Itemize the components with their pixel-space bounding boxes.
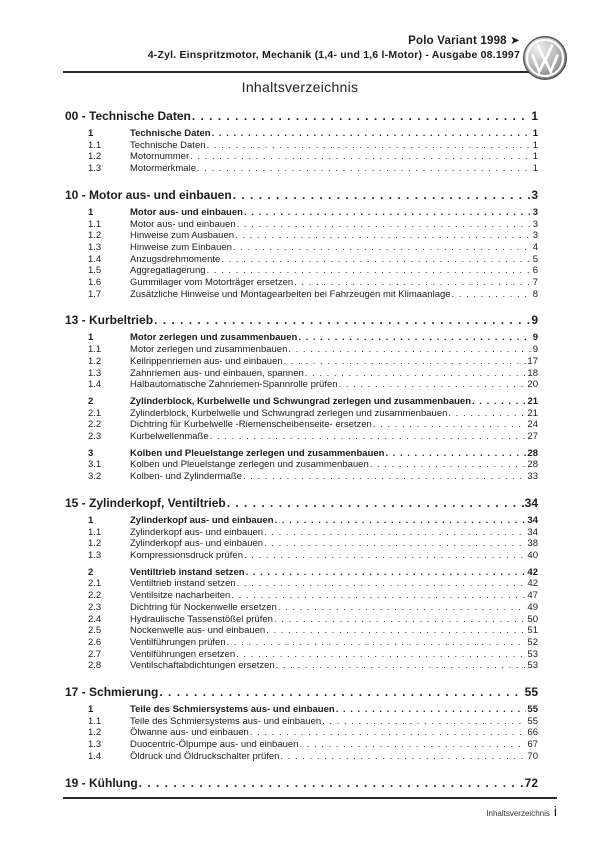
toc-entry-number: 1.1 (88, 139, 102, 151)
toc-entry-page: 1 (532, 151, 538, 163)
toc-entry-title: Ventilschaftabdichtungen ersetzen (130, 660, 275, 672)
toc-entry-number: 1.6 (88, 277, 102, 289)
toc-entry-number: 1 (88, 128, 94, 139)
toc-entry-title: Hydraulische Tassenstößel prüfen (130, 613, 273, 625)
toc-entry-page: 38 (527, 538, 538, 550)
toc-section-title: 17 - Schmierung (65, 685, 159, 700)
dot-leader (294, 277, 532, 289)
toc-entry (65, 448, 538, 460)
toc-entry-page: 5 (532, 253, 538, 265)
toc-entry (65, 128, 538, 140)
toc-entry-number: 3.1 (88, 459, 102, 471)
dot-leader (210, 431, 527, 443)
toc-entry (65, 515, 538, 527)
toc-entry-number: 1 (88, 332, 94, 344)
toc-entry-page: 28 (527, 447, 538, 459)
toc-entry-title: Teile des Schmiersystems aus- und einbauen (130, 704, 335, 716)
toc-entry-title: Ventilführungen ersetzen (130, 648, 236, 660)
toc-entry-number: 2.7 (88, 648, 102, 660)
toc-entry-page: 53 (527, 660, 538, 672)
toc-entry (65, 625, 538, 637)
dot-leader (339, 379, 527, 391)
toc-entry (65, 716, 538, 728)
toc-entry-title: Zusätzliche Hinweise und Montagearbeiten bei Fahrzeugen mit Klimaanlage (130, 288, 451, 300)
toc-subsection-group (65, 448, 538, 483)
toc-entry-title: Dichtring für Nockenwelle ersetzen (130, 601, 277, 613)
toc-entry-page: 17 (527, 355, 538, 367)
dot-leader (207, 265, 532, 277)
dot-leader (197, 163, 532, 175)
toc-entry-title: Ölwanne aus- und einbauen (130, 727, 249, 739)
toc-entry-page: 50 (527, 613, 538, 625)
dot-leader (250, 727, 527, 739)
toc-entry-page: 27 (527, 431, 538, 443)
toc-entry-number: 1.1 (88, 218, 102, 230)
dot-leader (264, 527, 526, 539)
toc-entry (65, 332, 538, 344)
toc-entry-title: Duocentric-Ölpumpe aus- und einbauen (130, 739, 299, 751)
toc-section-page: 3 (531, 187, 538, 202)
toc-section (65, 313, 538, 482)
toc-entry-number: 1.2 (88, 727, 102, 739)
toc-entry (65, 163, 538, 175)
toc-section-page: 72 (524, 775, 538, 790)
toc-entry (65, 459, 538, 471)
toc-section-title: 19 - Kühlung (65, 775, 138, 790)
toc-entry-title: Ventilsitze nacharbeiten (130, 590, 231, 602)
dot-leader (236, 649, 526, 661)
toc-entry-number: 1 (88, 206, 94, 218)
dot-leader (288, 344, 531, 356)
page-header (63, 34, 520, 62)
header-model-line: Polo Variant 1998 ➤ (408, 35, 520, 47)
toc-section (65, 776, 538, 790)
dot-leader (243, 471, 526, 483)
toc-section-title: 15 - Zylinderkopf, Ventiltrieb (65, 495, 226, 510)
dot-leader (233, 188, 531, 202)
toc-entry-page: 55 (527, 715, 538, 727)
toc-entry-title: Motormerkmale (130, 163, 196, 175)
toc-entry-title: Zahnriemen aus- und einbauen, spannen (130, 367, 304, 379)
dot-leader (284, 356, 527, 368)
dot-leader (207, 140, 532, 152)
toc-entry-title: Motor aus- und einbauen (130, 218, 236, 230)
toc-entry-title: Kolben und Pleuelstange zerlegen und zusammenbauen (130, 447, 385, 459)
toc-entry-title: Dichtring für Kurbelwelle -Riemenscheibenseite- ersetzen (130, 419, 372, 431)
toc-entry-number: 1.7 (88, 288, 102, 300)
toc-entry (65, 431, 538, 443)
toc-entry-page: 3 (532, 218, 538, 230)
dot-leader (264, 538, 526, 550)
toc-entry-page: 1 (532, 163, 538, 175)
toc-subsection-group (65, 704, 538, 763)
toc-entry-title: Hinweise zum Einbauen (130, 241, 232, 253)
toc-entry-title: Kompressionsdruck prüfen (130, 549, 243, 561)
toc-section (65, 109, 538, 175)
dot-leader (237, 578, 527, 590)
toc-entry (65, 219, 538, 231)
dot-leader (244, 550, 526, 562)
toc-entry-number: 2.3 (88, 601, 102, 613)
toc-entry-title: Zylinderblock, Kurbelwelle und Schwungrad zerlegen und zusammenbauen (130, 395, 472, 407)
toc-entry-page: 67 (527, 739, 538, 751)
toc-entry-title: Motor zerlegen und zusammenbauen (130, 344, 288, 356)
toc-entry-number: 2.1 (88, 407, 102, 419)
toc-entry-number: 1.4 (88, 750, 102, 762)
header-engine-line: 4-Zyl. Einspritzmotor, Mechanik (1,4- und 1,6 l-Motor) - Ausgabe 08.1997 (147, 49, 520, 61)
toc-entry-title: Zylinderkopf aus- und einbauen (130, 514, 274, 526)
toc-entry-title: Teile des Schmiersystems aus- und einbauen (130, 715, 322, 727)
toc-entry-page: 34 (527, 514, 538, 526)
toc-entry (65, 727, 538, 739)
toc-entry (65, 344, 538, 356)
footer-label: Inhaltsverzeichnis (486, 809, 550, 818)
toc-entry-title: Hinweise zum Ausbauen (130, 230, 235, 242)
toc-entry-title: Motor zerlegen und zusammenbauen (130, 332, 298, 344)
toc-entry (65, 538, 538, 550)
dot-leader (336, 704, 527, 716)
page-title: Inhaltsverzeichnis (241, 79, 359, 95)
dot-leader (278, 602, 527, 614)
toc-section (65, 496, 538, 672)
toc-entry-page: 70 (527, 750, 538, 762)
toc-subsection-group (65, 332, 538, 391)
toc-section-heading (65, 188, 538, 202)
toc-entry-title: Öldruck und Öldruckschalter prüfen (130, 750, 280, 762)
toc-entry-number: 2.1 (88, 578, 102, 590)
dot-leader (299, 739, 526, 751)
page-footer (63, 803, 557, 821)
toc-entry (65, 151, 538, 163)
vw-logo-icon (523, 36, 567, 80)
toc-entry-number: 3.2 (88, 471, 102, 483)
dot-leader (221, 254, 531, 266)
toc-entry-number: 2.2 (88, 419, 102, 431)
toc-section-page: 9 (531, 313, 538, 328)
dot-leader (244, 207, 532, 219)
toc-entry-page: 1 (532, 139, 538, 151)
toc-entry-number: 2.4 (88, 613, 102, 625)
dot-leader (246, 567, 527, 579)
toc-entry-page: 51 (527, 625, 538, 637)
toc-entry-title: Zylinderkopf aus- und einbauen (130, 526, 264, 538)
toc-entry-number: 1 (88, 514, 94, 526)
toc-entry-title: Anzugsdrehmomente (130, 253, 221, 265)
toc-entry-page: 66 (527, 727, 538, 739)
toc-entry-title: Nockenwelle aus- und einbauen (130, 625, 266, 637)
toc-entry (65, 242, 538, 254)
toc-entry-title: Halbautomatische Zahnriemen-Spannrolle prüfen (130, 379, 338, 391)
toc-entry (65, 368, 538, 380)
toc-section-heading (65, 776, 538, 790)
toc-entry-number: 1.4 (88, 253, 102, 265)
toc-entry-page: 8 (532, 288, 538, 300)
toc-entry-title: Keilrippenriemen aus- und einbauen (130, 355, 283, 367)
toc-entry-page: 3 (532, 206, 538, 218)
toc-section-page: 1 (531, 109, 538, 123)
toc-entry (65, 590, 538, 602)
toc-entry-page: 3 (532, 230, 538, 242)
toc-entry-title: Technische Daten (130, 128, 211, 139)
toc-entry (65, 419, 538, 431)
dot-leader (233, 242, 532, 254)
table-of-contents (65, 109, 538, 792)
toc-entry-page: 40 (527, 549, 538, 561)
toc-entry-number: 1.3 (88, 241, 102, 253)
toc-entry (65, 614, 538, 626)
dot-leader (139, 776, 524, 790)
toc-entry-number: 1.2 (88, 355, 102, 367)
dot-leader (159, 685, 523, 699)
dot-leader (280, 751, 526, 763)
dot-leader (227, 496, 524, 510)
toc-entry (65, 254, 538, 266)
toc-section (65, 188, 538, 301)
toc-subsection-group (65, 396, 538, 443)
dot-leader (275, 515, 527, 527)
toc-entry (65, 602, 538, 614)
dot-leader (237, 219, 532, 231)
toc-entry-title: Kolben- und Zylindermaße (130, 471, 242, 483)
toc-entry-page: 1 (532, 128, 538, 139)
toc-entry-page: 42 (527, 578, 538, 590)
toc-entry-title: Kolben und Pleuelstange zerlegen und zusammenbauen (130, 459, 369, 471)
header-rule (63, 71, 557, 73)
toc-entry-title: Zylinderkopf aus- und einbauen (130, 538, 264, 550)
toc-entry (65, 277, 538, 289)
toc-entry (65, 379, 538, 391)
toc-entry-number: 1.2 (88, 230, 102, 242)
dot-leader (305, 368, 527, 380)
toc-entry-page: 33 (527, 471, 538, 483)
toc-entry-title: Motor aus- und einbauen (130, 206, 243, 218)
toc-entry (65, 550, 538, 562)
footer-page-number: i (553, 803, 557, 819)
dot-leader (385, 448, 526, 460)
dot-leader (322, 716, 526, 728)
toc-entry-number: 2.5 (88, 625, 102, 637)
toc-subsection-group (65, 207, 538, 301)
toc-section-heading (65, 496, 538, 510)
dot-leader (212, 128, 532, 140)
toc-entry-page: 9 (532, 332, 538, 344)
toc-entry (65, 704, 538, 716)
toc-entry-title: Ventilführungen prüfen (130, 636, 226, 648)
toc-entry-page: 20 (527, 379, 538, 391)
toc-entry (65, 637, 538, 649)
toc-entry (65, 396, 538, 408)
toc-entry-page: 4 (532, 241, 538, 253)
dot-leader (192, 109, 530, 123)
toc-entry (65, 356, 538, 368)
toc-entry (65, 649, 538, 661)
toc-entry-number: 1.1 (88, 526, 102, 538)
dot-leader (298, 332, 531, 344)
toc-section-page: 55 (524, 685, 538, 700)
toc-entry-page: 6 (532, 265, 538, 277)
toc-entry-number: 1.1 (88, 715, 102, 727)
toc-entry-page: 53 (527, 648, 538, 660)
toc-section (65, 685, 538, 763)
toc-section-page: 34 (524, 495, 538, 510)
toc-entry-number: 2 (88, 566, 94, 578)
toc-entry-title: Motornummer (130, 151, 190, 163)
toc-entry (65, 408, 538, 420)
dot-leader (235, 230, 532, 242)
toc-entry (65, 739, 538, 751)
toc-entry-page: 9 (532, 344, 538, 356)
toc-entry-number: 2.6 (88, 636, 102, 648)
toc-subsection-group (65, 567, 538, 672)
toc-entry-title: Ventiltrieb instand setzen (130, 578, 236, 590)
toc-entry-number: 1.2 (88, 151, 102, 163)
toc-entry-page: 28 (527, 459, 538, 471)
toc-entry-number: 1.1 (88, 344, 102, 356)
toc-entry-title: Gummilager vom Motorträger ersetzen (130, 277, 294, 289)
dot-leader (227, 637, 527, 649)
dot-leader (274, 614, 526, 626)
toc-entry-number: 1.3 (88, 549, 102, 561)
toc-entry (65, 289, 538, 301)
toc-entry-page: 7 (532, 277, 538, 289)
toc-entry-number: 1.4 (88, 379, 102, 391)
toc-entry-title: Zylinderblock, Kurbelwelle und Schwungrad zerlegen und zusammenbauen (130, 407, 448, 419)
dot-leader (266, 625, 526, 637)
toc-entry (65, 578, 538, 590)
dot-leader (276, 660, 527, 672)
toc-subsection-group (65, 128, 538, 175)
toc-entry-number: 1.3 (88, 739, 102, 751)
toc-entry (65, 567, 538, 579)
toc-entry-number: 3 (88, 447, 94, 459)
dot-leader (472, 396, 526, 408)
toc-section-title: 00 - Technische Daten (65, 109, 191, 123)
toc-entry-page: 52 (527, 636, 538, 648)
toc-entry-number: 1.5 (88, 265, 102, 277)
dot-leader (452, 289, 532, 301)
toc-section-heading (65, 313, 538, 327)
footer-rule (63, 797, 557, 799)
toc-entry-page: 21 (527, 395, 538, 407)
toc-entry (65, 527, 538, 539)
toc-section-heading (65, 109, 538, 123)
toc-entry-title: Aggregatlagerung (130, 265, 206, 277)
dot-leader (154, 313, 530, 327)
dot-leader (370, 459, 527, 471)
toc-entry-number: 1.2 (88, 538, 102, 550)
toc-entry (65, 660, 538, 672)
toc-entry-page: 47 (527, 590, 538, 602)
toc-entry-page: 55 (527, 704, 538, 716)
toc-entry (65, 230, 538, 242)
toc-section-title: 13 - Kurbeltrieb (65, 313, 154, 328)
toc-entry-number: 2.3 (88, 431, 102, 443)
toc-entry-number: 2.2 (88, 590, 102, 602)
dot-leader (190, 151, 532, 163)
toc-entry-title: Ventiltrieb instand setzen (130, 566, 245, 578)
toc-entry-number: 1 (88, 704, 94, 716)
toc-entry-page: 34 (527, 526, 538, 538)
toc-entry-number: 1.3 (88, 367, 102, 379)
toc-entry-number: 1.3 (88, 163, 102, 175)
toc-entry (65, 471, 538, 483)
toc-entry-number: 2 (88, 395, 94, 407)
toc-entry-title: Technische Daten (130, 139, 206, 151)
toc-section-heading (65, 685, 538, 699)
toc-subsection-group (65, 515, 538, 562)
toc-entry (65, 207, 538, 219)
toc-entry-number: 2.8 (88, 660, 102, 672)
toc-entry-page: 18 (527, 367, 538, 379)
dot-leader (373, 419, 527, 431)
toc-entry-page: 42 (527, 566, 538, 578)
toc-entry-page: 49 (527, 601, 538, 613)
dot-leader (448, 408, 526, 420)
dot-leader (231, 590, 526, 602)
toc-entry (65, 751, 538, 763)
toc-section-title: 10 - Motor aus- und einbauen (65, 187, 232, 202)
toc-entry (65, 140, 538, 152)
toc-entry-page: 24 (527, 419, 538, 431)
toc-entry-title: Kurbelwellenmaße (130, 431, 209, 443)
toc-entry-page: 21 (527, 407, 538, 419)
toc-entry (65, 265, 538, 277)
